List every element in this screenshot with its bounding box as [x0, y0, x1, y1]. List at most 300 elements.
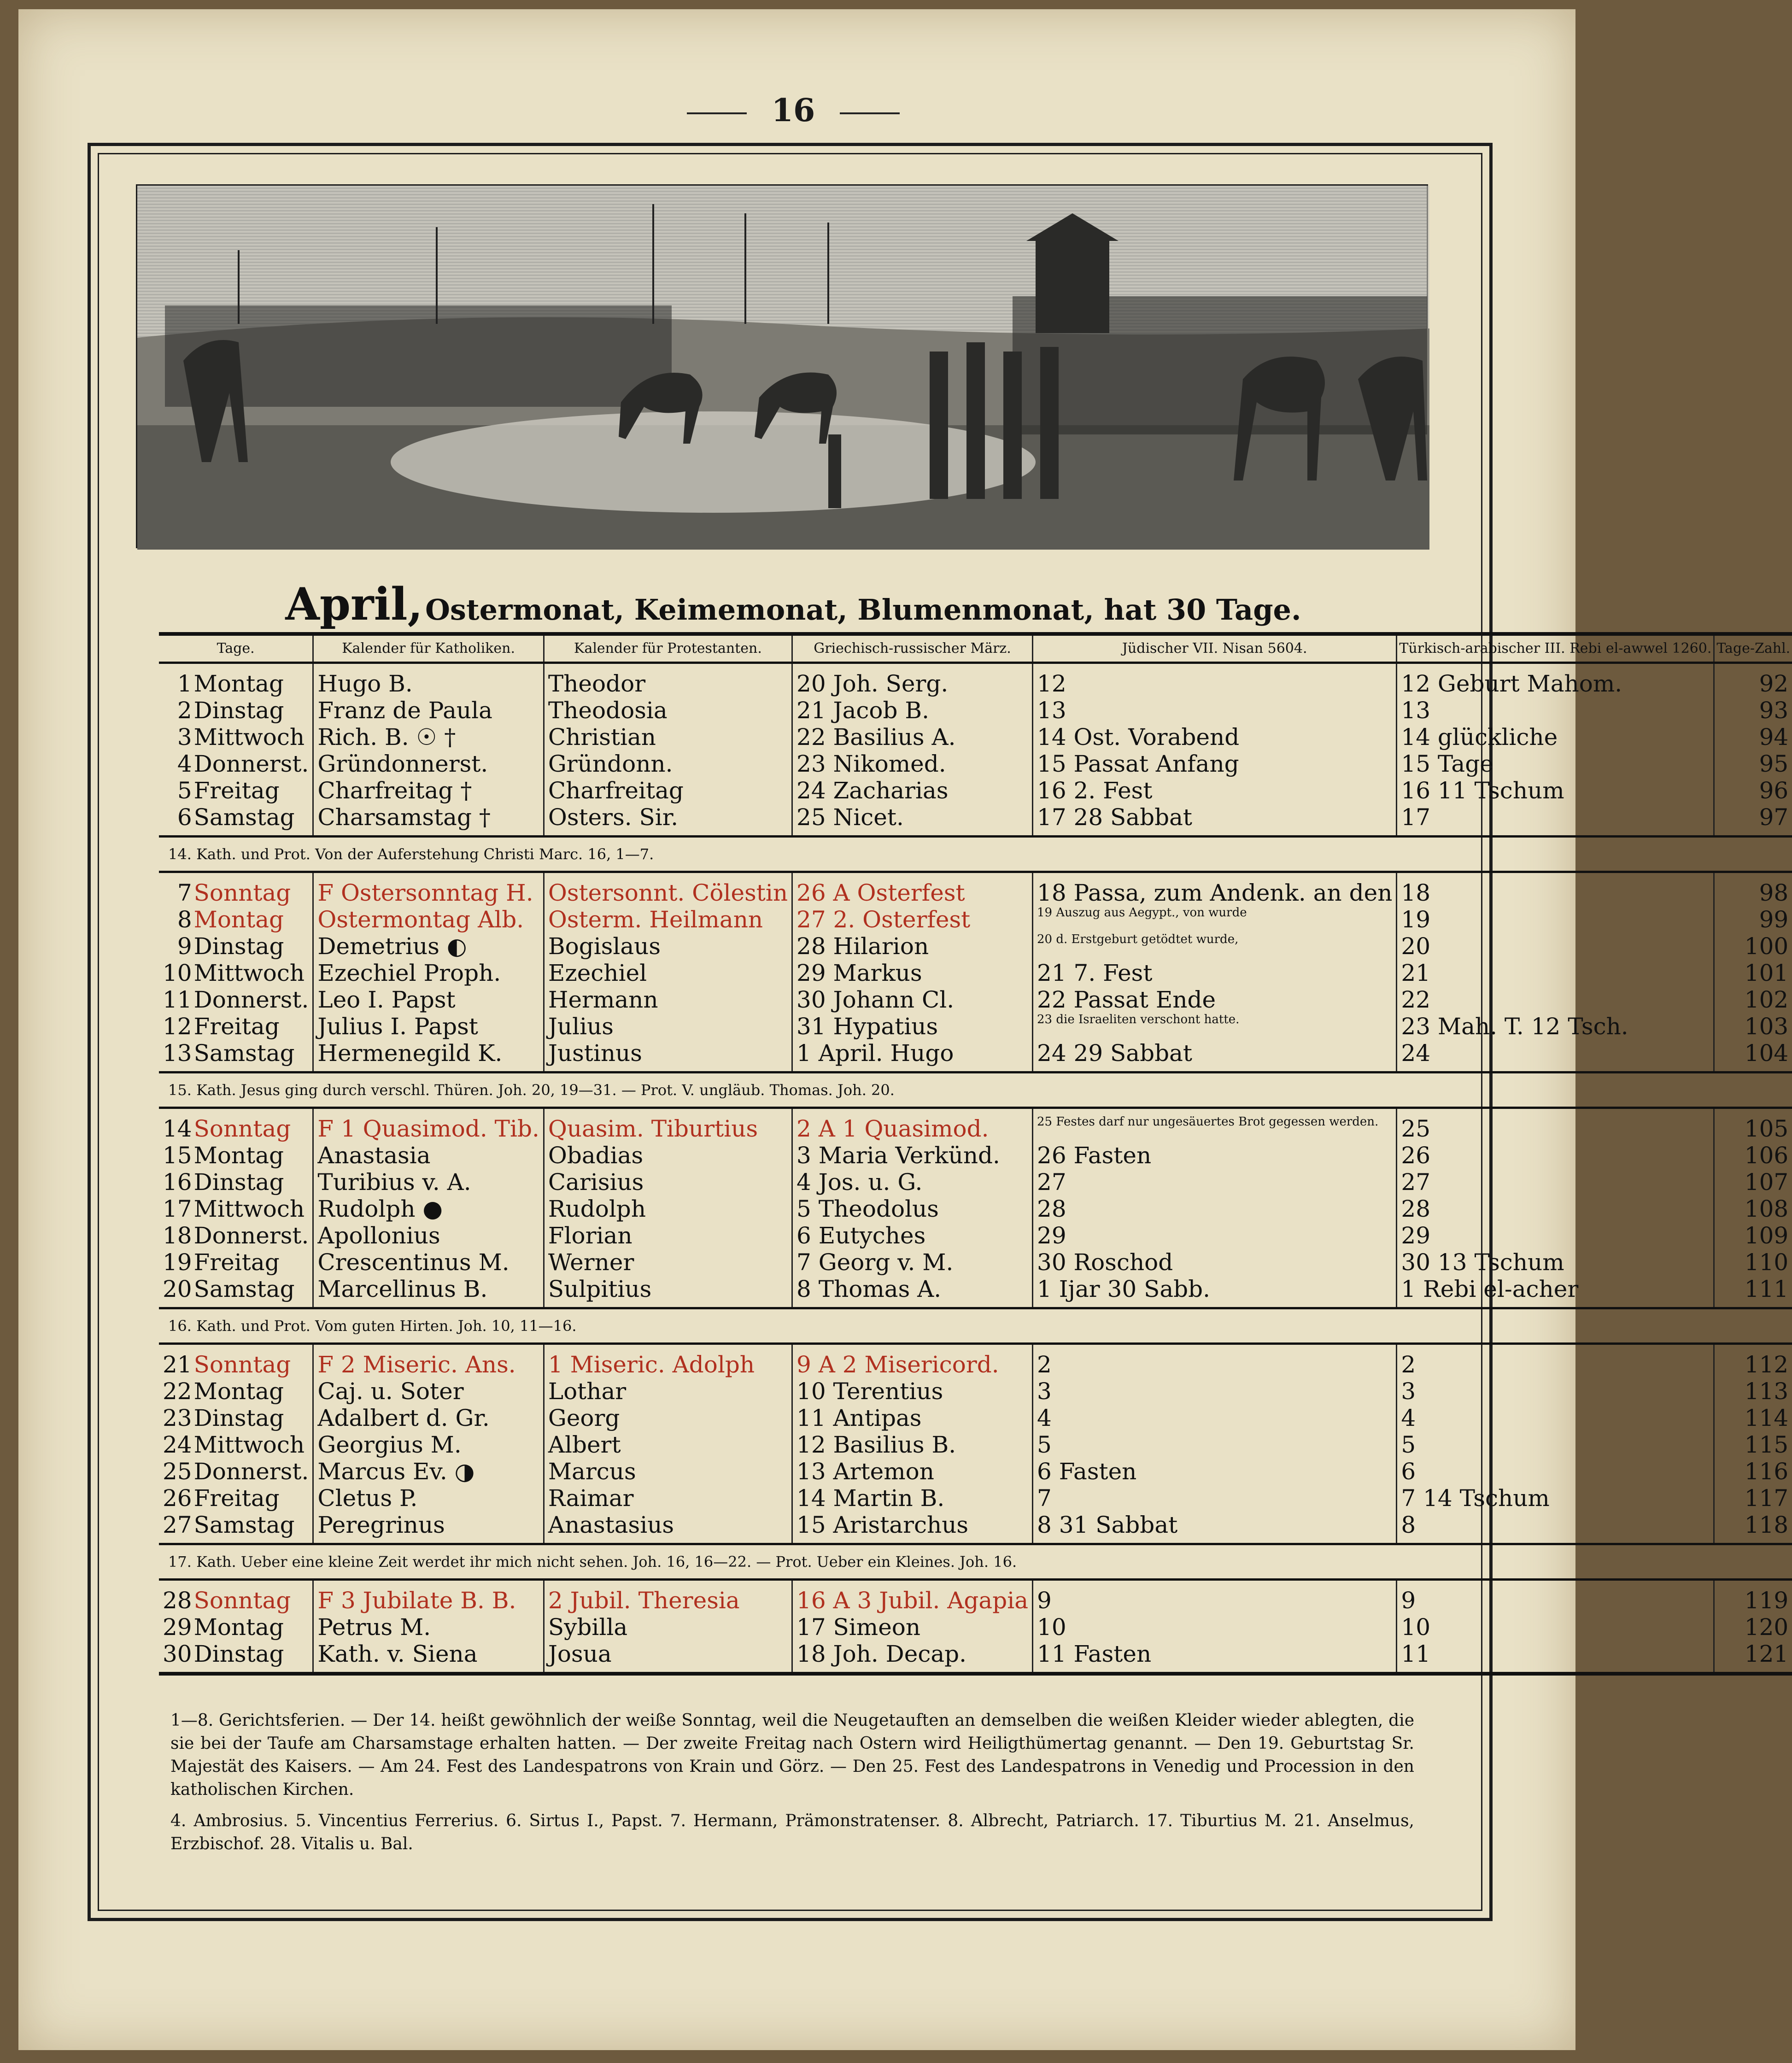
day-of-year: 120	[1714, 1614, 1792, 1641]
jewish-entry: 17 28 Sabbat	[1033, 804, 1397, 837]
weekday: Donnerst.	[193, 1222, 309, 1249]
day-of-year: 113	[1714, 1378, 1792, 1405]
footnotes	[170, 1709, 1414, 1864]
jewish-entry: 20 d. Erstgeburt getödtet wurde,	[1033, 933, 1397, 960]
calendar-row	[159, 906, 1792, 933]
calendar-row	[159, 1040, 1792, 1073]
turkish-entry: 20	[1397, 933, 1714, 960]
catholic-entry: Hugo B.	[313, 663, 544, 697]
jewish-entry: 1 Ijar 30 Sabb.	[1033, 1276, 1397, 1308]
engraving-illustration	[137, 186, 1429, 550]
catholic-entry: Franz de Paula	[313, 697, 544, 724]
day-of-year: 95	[1714, 750, 1792, 777]
greek-entry: 3 Maria Verkünd.	[792, 1142, 1033, 1169]
turkish-entry: 5	[1397, 1431, 1714, 1458]
day-of-year: 104	[1714, 1040, 1792, 1073]
day-number: 6	[177, 804, 192, 831]
weekday: Montag	[193, 1614, 284, 1641]
greek-entry: 25 Nicet.	[792, 804, 1033, 837]
weekday: Montag	[193, 1378, 284, 1405]
turkish-entry: 30 13 Tschum	[1397, 1249, 1714, 1276]
day-number: 5	[177, 777, 192, 804]
catholic-entry: Anastasia	[313, 1142, 544, 1169]
catholic-entry: Rich. B. ☉ †	[313, 724, 544, 750]
turkish-entry: 22	[1397, 986, 1714, 1013]
day-number: 12	[163, 1013, 192, 1040]
weekday: Sonntag	[193, 1587, 291, 1614]
weekday: Sonntag	[193, 879, 291, 906]
day-of-year: 121	[1714, 1641, 1792, 1674]
calendar-table	[159, 632, 1792, 1676]
catholic-entry: Kath. v. Siena	[313, 1641, 544, 1674]
catholic-entry: Adalbert d. Gr.	[313, 1405, 544, 1431]
calendar-row	[159, 1431, 1792, 1458]
protestant-entry: Anastasius	[544, 1512, 792, 1544]
jewish-entry: 27	[1033, 1169, 1397, 1196]
calendar-row	[159, 933, 1792, 960]
gospel-note-text: 16. Kath. und Prot. Vom guten Hirten. Joh. 10, 11—16.	[159, 1308, 1792, 1344]
protestant-entry: Josua	[544, 1641, 792, 1674]
left-ornament	[687, 112, 747, 114]
jewish-entry: 7	[1033, 1485, 1397, 1512]
protestant-entry: Gründonn.	[544, 750, 792, 777]
weekly-gospel-note	[159, 1308, 1792, 1344]
calendar-row	[159, 1276, 1792, 1308]
weekday: Sonntag	[193, 1351, 291, 1378]
jewish-entry: 29	[1033, 1222, 1397, 1249]
calendar-body	[159, 663, 1792, 1674]
weekday: Montag	[193, 670, 284, 697]
weekday: Mittwoch	[193, 960, 305, 986]
calendar-row	[159, 697, 1792, 724]
protestant-entry: Rudolph	[544, 1196, 792, 1222]
catholic-entry: Charsamstag †	[313, 804, 544, 837]
greek-entry: 20 Joh. Serg.	[792, 663, 1033, 697]
weekly-gospel-note	[159, 1544, 1792, 1580]
header-daycount: Tage-Zahl.	[1714, 634, 1792, 663]
jewish-entry: 16 2. Fest	[1033, 777, 1397, 804]
jewish-entry: 22 Passat Ende	[1033, 986, 1397, 1013]
weekday: Freitag	[193, 1485, 280, 1512]
day-number: 26	[163, 1485, 192, 1512]
catholic-entry: Marcellinus B.	[313, 1276, 544, 1308]
protestant-entry: 1 Miseric. Adolph	[544, 1344, 792, 1378]
footnote-2: 4. Ambrosius. 5. Vincentius Ferrerius. 6. Sirtus I., Papst. 7. Hermann, Prämonstratenser. 8. Albrecht, Patriarch. 17. Tiburtius M. 21. Anselmus, Erzbischof. 28. Vitalis u. Bal.	[170, 1811, 1414, 1853]
catholic-entry: Ostermontag Alb.	[313, 906, 544, 933]
greek-entry: 7 Georg v. M.	[792, 1249, 1033, 1276]
jewish-entry: 14 Ost. Vorabend	[1033, 724, 1397, 750]
weekday: Freitag	[193, 777, 280, 804]
catholic-entry: Charfreitag †	[313, 777, 544, 804]
day-of-year: 93	[1714, 697, 1792, 724]
weekday: Dinstag	[192, 1641, 313, 1674]
weekday: Samstag	[193, 1040, 295, 1067]
protestant-entry: Florian	[544, 1222, 792, 1249]
catholic-entry: F 3 Jubilate B. B.	[313, 1580, 544, 1614]
horse-race-engraving	[136, 184, 1428, 548]
catholic-entry: Apollonius	[313, 1222, 544, 1249]
jewish-entry: 11 Fasten	[1033, 1641, 1397, 1674]
catholic-entry: Hermenegild K.	[313, 1040, 544, 1073]
day-number: 11	[163, 986, 192, 1013]
header-turkish: Türkisch-arabischer III. Rebi el-awwel 1260.	[1397, 634, 1714, 663]
weekday: Mittwoch	[193, 1431, 305, 1458]
day-of-year: 100	[1714, 933, 1792, 960]
protestant-entry: Bogislaus	[544, 933, 792, 960]
turkish-entry: 10	[1397, 1614, 1714, 1641]
jewish-entry: 12	[1033, 663, 1397, 697]
turkish-entry: 18	[1397, 872, 1714, 907]
day-of-year: 112	[1714, 1344, 1792, 1378]
protestant-entry: Marcus	[544, 1458, 792, 1485]
weekday: Mittwoch	[193, 1196, 305, 1222]
day-number: 24	[163, 1431, 192, 1458]
day-number: 10	[163, 960, 192, 986]
protestant-entry: Sulpitius	[544, 1276, 792, 1308]
day-of-year: 109	[1714, 1222, 1792, 1249]
catholic-entry: Caj. u. Soter	[313, 1378, 544, 1405]
greek-entry: 17 Simeon	[792, 1614, 1033, 1641]
calendar-row	[159, 1378, 1792, 1405]
catholic-entry: Gründonnerst.	[313, 750, 544, 777]
jewish-entry: 21 7. Fest	[1033, 960, 1397, 986]
turkish-entry: 7 14 Tschum	[1397, 1485, 1714, 1512]
day-number: 22	[163, 1378, 192, 1405]
catholic-entry: Cletus P.	[313, 1485, 544, 1512]
weekday: Samstag	[193, 1276, 295, 1302]
jewish-entry: 9	[1033, 1580, 1397, 1614]
weekday: Freitag	[193, 1013, 280, 1040]
jewish-entry: 18 Passa, zum Andenk. an den	[1033, 872, 1397, 907]
catholic-entry: Demetrius ◐	[313, 933, 544, 960]
header-jewish: Jüdischer VII. Nisan 5604.	[1033, 634, 1397, 663]
weekday: Montag	[193, 906, 284, 933]
day-number: 21	[163, 1351, 192, 1378]
turkish-entry: 4	[1397, 1405, 1714, 1431]
greek-entry: 13 Artemon	[792, 1458, 1033, 1485]
greek-entry: 21 Jacob B.	[792, 697, 1033, 724]
gospel-note-text: 17. Kath. Ueber eine kleine Zeit werdet ihr mich nicht sehen. Joh. 16, 16—22. — Prot. Ueber ein Kleines. Joh. 16.	[159, 1544, 1792, 1580]
header-catholic: Kalender für Katholiken.	[313, 634, 544, 663]
weekday: Dinstag	[193, 1169, 284, 1196]
weekday: Freitag	[193, 1249, 280, 1276]
day-number: 20	[163, 1276, 192, 1302]
turkish-entry: 12 Geburt Mahom.	[1397, 663, 1714, 697]
calendar-row	[159, 872, 1792, 907]
catholic-entry: Petrus M.	[313, 1614, 544, 1641]
jewish-entry: 2	[1033, 1344, 1397, 1378]
weekday: Dinstag	[193, 933, 284, 960]
turkish-entry: 8	[1397, 1512, 1714, 1544]
weekday: Samstag	[193, 1512, 295, 1538]
weekday: Mittwoch	[193, 724, 305, 750]
turkish-entry: 2	[1397, 1344, 1714, 1378]
day-of-year: 114	[1714, 1405, 1792, 1431]
greek-entry: 15 Aristarchus	[792, 1512, 1033, 1544]
calendar-row	[159, 724, 1792, 750]
protestant-entry: Charfreitag	[544, 777, 792, 804]
calendar-row	[159, 663, 1792, 697]
day-number: 1	[177, 670, 192, 697]
weekly-gospel-note	[159, 1073, 1792, 1108]
weekly-gospel-note	[159, 837, 1792, 872]
catholic-entry: F 1 Quasimod. Tib.	[313, 1108, 544, 1143]
protestant-entry: Theodosia	[544, 697, 792, 724]
protestant-entry: Theodor	[544, 663, 792, 697]
protestant-entry: Sybilla	[544, 1614, 792, 1641]
turkish-entry: 28	[1397, 1196, 1714, 1222]
day-number: 17	[163, 1196, 192, 1222]
day-number: 25	[163, 1458, 192, 1485]
greek-entry: 8 Thomas A.	[792, 1276, 1033, 1308]
turkish-entry: 9	[1397, 1580, 1714, 1614]
day-of-year: 107	[1714, 1169, 1792, 1196]
greek-entry: 23 Nikomed.	[792, 750, 1033, 777]
protestant-entry: Albert	[544, 1431, 792, 1458]
calendar-row	[159, 804, 1792, 837]
day-number: 19	[163, 1249, 192, 1276]
day-of-year: 105	[1714, 1108, 1792, 1143]
day-of-year: 118	[1714, 1512, 1792, 1544]
turkish-entry: 14 glückliche	[1397, 724, 1714, 750]
greek-entry: 18 Joh. Decap.	[792, 1641, 1033, 1674]
protestant-entry: Justinus	[544, 1040, 792, 1073]
jewish-entry: 25 Festes darf nur ungesäuertes Brot gegessen werden.	[1033, 1108, 1397, 1143]
turkish-entry: 15 Tage	[1397, 750, 1714, 777]
calendar-row	[159, 1222, 1792, 1249]
jewish-entry: 8 31 Sabbat	[1033, 1512, 1397, 1544]
day-number: 18	[163, 1222, 192, 1249]
day-number: 13	[163, 1040, 192, 1067]
day-of-year: 106	[1714, 1142, 1792, 1169]
weekday: Sonntag	[193, 1115, 291, 1142]
day-number: 9	[177, 933, 192, 960]
calendar-row	[159, 1614, 1792, 1641]
turkish-entry: 1 Rebi el-acher	[1397, 1276, 1714, 1308]
greek-entry: 6 Eutyches	[792, 1222, 1033, 1249]
weekday: Donnerst.	[193, 986, 309, 1013]
greek-entry: 4 Jos. u. G.	[792, 1169, 1033, 1196]
greek-entry: 31 Hypatius	[792, 1013, 1033, 1040]
day-of-year: 117	[1714, 1485, 1792, 1512]
jewish-entry: 23 die Israeliten verschont hatte.	[1033, 1013, 1397, 1040]
month-title	[0, 578, 1587, 630]
calendar-row	[159, 1512, 1792, 1544]
protestant-entry: Osters. Sir.	[544, 804, 792, 837]
jewish-entry: 19 Auszug aus Aegypt., von wurde	[1033, 906, 1397, 933]
turkish-entry: 25	[1397, 1108, 1714, 1143]
catholic-entry: Ezechiel Proph.	[313, 960, 544, 986]
greek-entry: 29 Markus	[792, 960, 1033, 986]
catholic-entry: Rudolph ●	[313, 1196, 544, 1222]
turkish-entry: 24	[1397, 1040, 1714, 1073]
protestant-entry: Quasim. Tiburtius	[544, 1108, 792, 1143]
day-of-year: 98	[1714, 872, 1792, 907]
calendar-row	[159, 1580, 1792, 1614]
day-number: 29	[163, 1614, 192, 1641]
right-ornament	[840, 112, 900, 114]
day-number: 3	[177, 724, 192, 750]
greek-entry: 9 A 2 Misericord.	[792, 1344, 1033, 1378]
protestant-entry: Werner	[544, 1249, 792, 1276]
day-of-year: 92	[1714, 663, 1792, 697]
day-number: 30	[159, 1641, 192, 1674]
turkish-entry: 19	[1397, 906, 1714, 933]
weekday: Dinstag	[193, 697, 284, 724]
greek-entry: 24 Zacharias	[792, 777, 1033, 804]
turkish-entry: 29	[1397, 1222, 1714, 1249]
greek-entry: 22 Basilius A.	[792, 724, 1033, 750]
jewish-entry: 26 Fasten	[1033, 1142, 1397, 1169]
calendar-row	[159, 960, 1792, 986]
greek-entry: 1 April. Hugo	[792, 1040, 1033, 1073]
calendar-row	[159, 750, 1792, 777]
day-of-year: 102	[1714, 986, 1792, 1013]
greek-entry: 16 A 3 Jubil. Agapia	[792, 1580, 1033, 1614]
jewish-entry: 30 Roschod	[1033, 1249, 1397, 1276]
calendar-row	[159, 1458, 1792, 1485]
protestant-entry: Osterm. Heilmann	[544, 906, 792, 933]
greek-entry: 27 2. Osterfest	[792, 906, 1033, 933]
protestant-entry: Georg	[544, 1405, 792, 1431]
calendar-row	[159, 1249, 1792, 1276]
jewish-entry: 10	[1033, 1614, 1397, 1641]
page-number-text: 16	[771, 92, 815, 129]
jewish-entry: 13	[1033, 697, 1397, 724]
day-number: 7	[177, 879, 192, 906]
protestant-entry: Raimar	[544, 1485, 792, 1512]
calendar-row	[159, 1485, 1792, 1512]
protestant-entry: Hermann	[544, 986, 792, 1013]
catholic-entry: Peregrinus	[313, 1512, 544, 1544]
day-number: 2	[177, 697, 192, 724]
calendar-row	[159, 1405, 1792, 1431]
day-of-year: 94	[1714, 724, 1792, 750]
day-number: 14	[163, 1115, 192, 1142]
calendar-row	[159, 1344, 1792, 1378]
jewish-entry: 24 29 Sabbat	[1033, 1040, 1397, 1073]
gospel-note-text: 14. Kath. und Prot. Von der Auferstehung Christi Marc. 16, 1—7.	[159, 837, 1792, 872]
day-of-year: 110	[1714, 1249, 1792, 1276]
weekday: Donnerst.	[193, 750, 309, 777]
day-of-year: 115	[1714, 1431, 1792, 1458]
day-of-year: 116	[1714, 1458, 1792, 1485]
turkish-entry: 27	[1397, 1169, 1714, 1196]
catholic-entry: Crescentinus M.	[313, 1249, 544, 1276]
day-number: 4	[177, 750, 192, 777]
day-of-year: 97	[1714, 804, 1792, 837]
page-number	[0, 92, 1587, 129]
jewish-entry: 5	[1033, 1431, 1397, 1458]
footnote-1: 1—8. Gerichtsferien. — Der 14. heißt gewöhnlich der weiße Sonntag, weil die Neugetauften an demselben die weißen Kleider wieder ablegten, die sie bei der Taufe am Charsamstage erhalten hatten. — Der zweite Freitag nach Ostern wird Heiligthümertag genannt. — Den 19. Geburtstag Sr. Majestät des Kaisers. — Am 24. Fest des Landespatrons von Krain und Görz. — Den 25. Fest des Landespatrons in Venedig und Procession in den katholischen Kirchen.	[170, 1711, 1414, 1799]
greek-entry: 14 Martin B.	[792, 1485, 1033, 1512]
month-name: April,	[285, 578, 423, 630]
catholic-entry: Marcus Ev. ◑	[313, 1458, 544, 1485]
protestant-entry: 2 Jubil. Theresia	[544, 1580, 792, 1614]
greek-entry: 12 Basilius B.	[792, 1431, 1033, 1458]
turkish-entry: 16 11 Tschum	[1397, 777, 1714, 804]
catholic-entry: Leo I. Papst	[313, 986, 544, 1013]
turkish-entry: 26	[1397, 1142, 1714, 1169]
weekday: Samstag	[193, 804, 295, 831]
day-number: 8	[177, 906, 192, 933]
weekday: Donnerst.	[193, 1458, 309, 1485]
greek-entry: 2 A 1 Quasimod.	[792, 1108, 1033, 1143]
greek-entry: 11 Antipas	[792, 1405, 1033, 1431]
greek-entry: 10 Terentius	[792, 1378, 1033, 1405]
calendar-row	[159, 1641, 1792, 1674]
greek-entry: 28 Hilarion	[792, 933, 1033, 960]
calendar-row	[159, 1196, 1792, 1222]
greek-entry: 26 A Osterfest	[792, 872, 1033, 907]
header-greek: Griechisch-russischer März.	[792, 634, 1033, 663]
turkish-entry: 17	[1397, 804, 1714, 837]
weekday: Montag	[193, 1142, 284, 1169]
day-of-year: 111	[1714, 1276, 1792, 1308]
day-number: 28	[163, 1587, 192, 1614]
header-days: Tage.	[217, 640, 255, 656]
calendar-row	[159, 777, 1792, 804]
calendar-row	[159, 1108, 1792, 1143]
day-of-year: 101	[1714, 960, 1792, 986]
jewish-entry: 4	[1033, 1405, 1397, 1431]
greek-entry: 5 Theodolus	[792, 1196, 1033, 1222]
protestant-entry: Ostersonnt. Cölestin	[544, 872, 792, 907]
jewish-entry: 6 Fasten	[1033, 1458, 1397, 1485]
calendar-row	[159, 1013, 1792, 1040]
catholic-entry: Julius I. Papst	[313, 1013, 544, 1040]
calendar-row	[159, 1169, 1792, 1196]
calendar-row	[159, 986, 1792, 1013]
catholic-entry: F Ostersonntag H.	[313, 872, 544, 907]
jewish-entry: 28	[1033, 1196, 1397, 1222]
day-of-year: 103	[1714, 1013, 1792, 1040]
catholic-entry: F 2 Miseric. Ans.	[313, 1344, 544, 1378]
day-of-year: 108	[1714, 1196, 1792, 1222]
gospel-note-text: 15. Kath. Jesus ging durch verschl. Thüren. Joh. 20, 19—31. — Prot. V. ungläub. Thomas. Joh. 20.	[159, 1073, 1792, 1108]
turkish-entry: 3	[1397, 1378, 1714, 1405]
day-of-year: 96	[1714, 777, 1792, 804]
weekday: Dinstag	[193, 1405, 284, 1431]
jewish-entry: 3	[1033, 1378, 1397, 1405]
catholic-entry: Georgius M.	[313, 1431, 544, 1458]
month-subtitle: Ostermonat, Keimemonat, Blumenmonat, hat 30 Tage.	[425, 593, 1301, 627]
turkish-entry: 11	[1397, 1641, 1714, 1674]
day-number: 16	[163, 1169, 192, 1196]
header-protestant: Kalender für Protestanten.	[544, 634, 792, 663]
day-number: 27	[163, 1512, 192, 1538]
jewish-entry: 15 Passat Anfang	[1033, 750, 1397, 777]
calendar-header	[159, 634, 1792, 663]
turkish-entry: 21	[1397, 960, 1714, 986]
protestant-entry: Ezechiel	[544, 960, 792, 986]
protestant-entry: Lothar	[544, 1378, 792, 1405]
turkish-entry: 23 Mah. T. 12 Tsch.	[1397, 1013, 1714, 1040]
turkish-entry: 6	[1397, 1458, 1714, 1485]
day-of-year: 99	[1714, 906, 1792, 933]
protestant-entry: Julius	[544, 1013, 792, 1040]
day-number: 15	[163, 1142, 192, 1169]
turkish-entry: 13	[1397, 697, 1714, 724]
catholic-entry: Turibius v. A.	[313, 1169, 544, 1196]
day-number: 23	[163, 1405, 192, 1431]
calendar-row	[159, 1142, 1792, 1169]
protestant-entry: Carisius	[544, 1169, 792, 1196]
protestant-entry: Obadias	[544, 1142, 792, 1169]
day-of-year: 119	[1714, 1580, 1792, 1614]
greek-entry: 30 Johann Cl.	[792, 986, 1033, 1013]
protestant-entry: Christian	[544, 724, 792, 750]
